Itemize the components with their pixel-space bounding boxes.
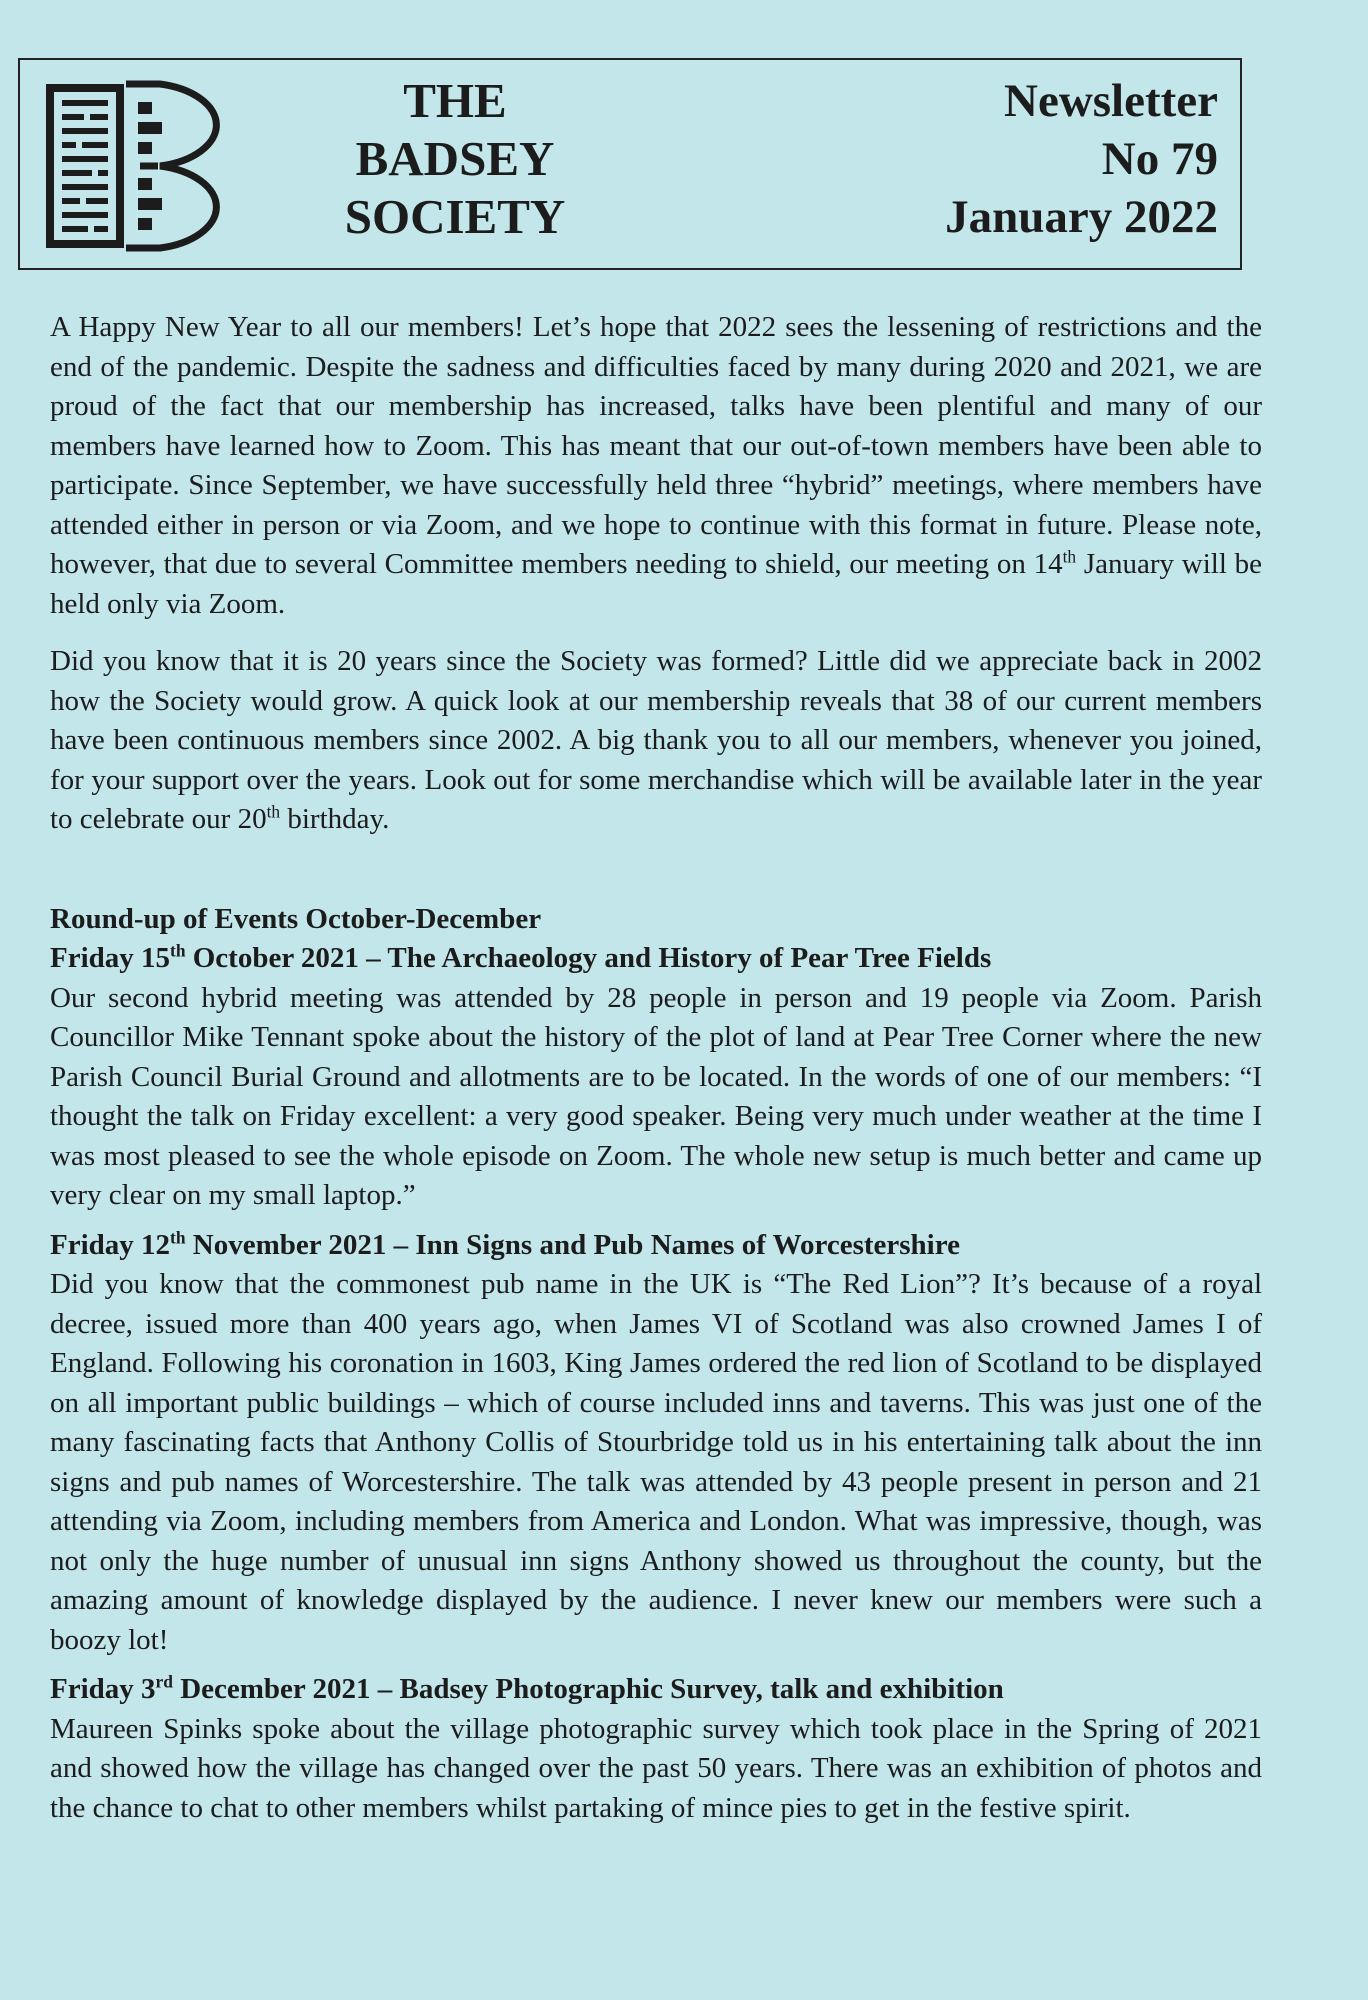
event-title: Friday 12th November 2021 – Inn Signs and Pub Names of Worcestershire (50, 1226, 960, 1261)
newsletter-label: Newsletter (1004, 75, 1218, 127)
newsletter-body (50, 308, 1262, 1838)
event-item (50, 1670, 1262, 1828)
roundup-heading: Round-up of Events October-December (50, 902, 542, 935)
society-line-3: SOCIETY (344, 189, 566, 244)
society-line-2: BADSEY (355, 131, 555, 186)
intro-paragraph-1: A Happy New Year to all our members! Let’s hope that 2022 sees the lessening of restrictions and the end of the pandemic. Despite the sadness and difficulties faced by many during 2020 and 2021, we are proud of the fact that our membership has increased, talks have been plentiful and many of our members have learned how to Zoom. This has meant that our out-of-town members have been able to participate. Since September, we have successfully held three “hybrid” meetings, where members have attended either in person or via Zoom, and we hope to continue with this format in future. Please note, however, that due to several Committee members needing to shield, our meeting on 14th January will be held only via Zoom. (50, 311, 1262, 620)
intro-paragraph-2: Did you know that it is 20 years since the Society was formed? Little did we appreciate back in 2002 how the Society would grow. A quick look at our membership reveals that 38 of our current members have been continuous members since 2002. A big thank you to all our members, whenever you joined, for your support over the years. Look out for some merchandise which will be available later in the year to celebrate our 20th birthday. (50, 645, 1262, 835)
event-item (50, 939, 1262, 1216)
event-title: Friday 15th October 2021 – The Archaeology and History of Pear Tree Fields (50, 940, 992, 974)
event-text: Maureen Spinks spoke about the village photographic survey which took place in the Spring of 2021 and showed how the village has changed over the past 50 years. There was an exhibition of photos and the chance to chat to other members whilst partaking of mince pies to get in the festive spirit. (50, 1712, 1262, 1824)
event-text: Our second hybrid meeting was attended by 28 people in person and 19 people via Zoom. Parish Councillor Mike Tennant spoke about the history of the plot of land at Pear Tree Corner where the new Parish Council Burial Ground and allotments are to be located. In the words of one of our members: “I thought the talk on Friday excellent: a very good speaker. Being very much under weather at the time I was most pleased to see the whole episode on Zoom. The whole new setup is much better and came up very clear on my small laptop.” (50, 981, 1262, 1211)
issue-info (858, 72, 1218, 246)
masthead (18, 58, 1242, 270)
event-title: Friday 3rd December 2021 – Badsey Photographic Survey, talk and exhibition (50, 1671, 1004, 1705)
issue-date: January 2022 (945, 191, 1218, 243)
society-name (310, 72, 600, 246)
society-line-1: THE (403, 73, 507, 128)
issue-number: No 79 (1101, 133, 1218, 185)
event-text: Did you know that the commonest pub name in the UK is “The Red Lion”? It’s because of a royal decree, issued more than 400 years ago, when James VI of Scotland was also crowned James I of England. Following his coronation in 1603, King James ordered the red lion of Scotland to be displayed on all important public buildings – which of course included inns and taverns. This was just one of the many fascinating facts that Anthony Collis of Stourbridge told us in his entertaining talk about the inn signs and pub names of Worcestershire. The talk was attended by 43 people present in person and 21 attending via Zoom, including members from America and London. What was impressive, though, was not only the huge number of unusual inn signs Anthony showed us throughout the county, but the amazing amount of knowledge displayed by the audience. I never knew our members were such a boozy lot! (50, 1268, 1262, 1656)
event-item (50, 1226, 1262, 1661)
badsey-society-logo (40, 78, 240, 253)
